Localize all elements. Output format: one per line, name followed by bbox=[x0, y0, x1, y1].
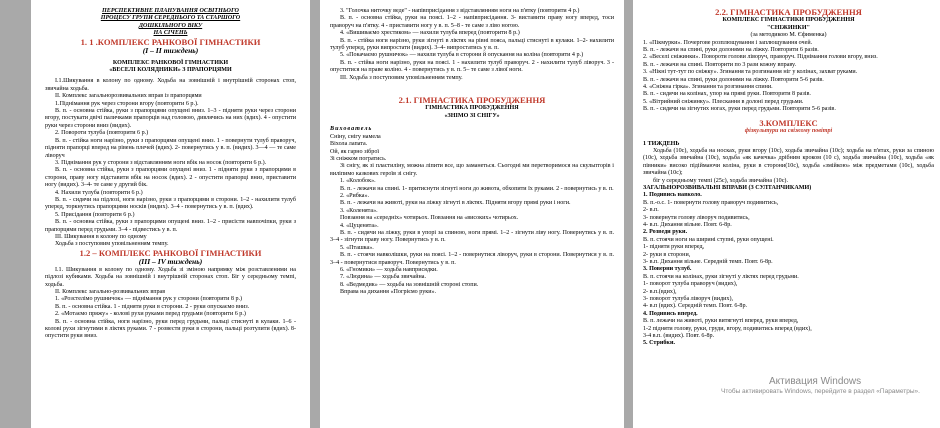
text-line: 1. «Пікмурки». Почергове розплющування і заплющування очей. bbox=[643, 39, 813, 46]
text-line: біг у середньому темпі (25с), ходьба звичайна (10с). bbox=[653, 177, 788, 184]
text-line: Вправа на дихання «Погріємо руки». bbox=[340, 289, 437, 296]
text-line: 6. «Гномики» — ходьба навприсядки. bbox=[340, 267, 438, 273]
wakeup-gym2-title: 2.2. ГІМНАСТИКА ПРОБУДЖЕННЯ bbox=[715, 7, 862, 17]
text-line: 5. «Вітрийний сніжинку». Плескання в долоні перед грудьми. bbox=[643, 98, 804, 105]
text-line: В. п. - основна стійка, руки на поясі. 1–2 - напівприсідання. 3- виставити праву ногу вперед, тоси праворуч на п'ятку. 4 - приставити ногу у в. п. 5–8 - те саме з ліво ногою. bbox=[330, 15, 614, 29]
text-line: В. п. - лежачи на спині. 1- притиснути зігнуті ноги до живота, обхопити їх руками. 2 - повернутись у в. п. bbox=[340, 185, 614, 192]
text-line: І.1. Шикування в колону по одному. Ходьба зі зміною напрямку між розставленими на підлозі кубиками. Ходьба на зовнішній і внутрішній сторонах стоп. Біг у середньому темпі, ходьба. bbox=[45, 266, 296, 288]
text-line: В. п. - лежачи на спині. Повторити по 3 рази кожну вправу. bbox=[643, 61, 796, 68]
text-line: В. п. - основна стійка, руки з прапорцями опущені вниз. 1–2 - присісти навпочіпки, руки з прапорцями перед грудьми. 3–4 - підвестись у в. п. bbox=[45, 219, 296, 233]
text-line: 4- в.п (вдих). Середній темп. Повт. 6-8р. bbox=[643, 303, 748, 310]
text-line: 1. Подивись навколо. bbox=[643, 192, 702, 199]
text-line: В. п. стоячи ноги на ширині ступні, руки опущені. bbox=[643, 236, 774, 243]
text-line: 4. «Сніжна гірка». Згинання та розгинання спини. bbox=[643, 84, 773, 91]
text-line: Ходьба (10с), ходьба на носках, руки вгору (10с), ходьба звичайна (10с); ходьба на п'ятах, руки за спиною (10с), ходьба звичайна (10с), ходьба «як качечка» дрібним кроком (10 с), ходьба звичайна (10с), ходьба «як півники» високо підіймаючи коліна, руки в сторони(10с), ходьба «змійкою» між предметами (10с), ходьба звичайна (10с); bbox=[643, 147, 934, 177]
text-line: 3-4 в.п. (видих). Повт. 6-8р. bbox=[643, 333, 715, 340]
text-line: В. п. - стоячи навколішки, руки на поясі. 1–2 - повернутися ліворуч, руки в сторони. Повернутися у в. п. 3–4 - повернутися праворуч. Повернутись у в. п. bbox=[330, 252, 614, 266]
complex2-weeks: (ІІІ – ІV тиждень) bbox=[138, 257, 203, 267]
text-line: В. п. - основна стійка, руки з прапорцями опущені вниз. 1 - підняти руки з прапорцями в сторони, праву ногу відставити вбік на носок (вдих). 2 - опустити прапорці вниз, приставити ногу (видих). 3–4- те саме у другий бік. bbox=[45, 167, 296, 189]
text-line: 2. «Веселі сніжинки». Повороти голови ліворуч, праворуч. Піднімання голови вгору, вниз. bbox=[643, 54, 878, 61]
text-line: 5. Стрибки. bbox=[643, 340, 675, 347]
wakeup-gym2-author: (за методикою М. Єфименка) bbox=[750, 32, 827, 39]
complex3-subtitle: фізкультури на свіжому повітрі bbox=[744, 128, 833, 135]
text-line: Зі снігу, як зі пластиліну, можна ліпити все, що заманеться. Сьогодні ми перетворимося на скульпторів і виліпимо казкових героїв зі снігу. bbox=[330, 163, 614, 177]
document-page-3 bbox=[633, 0, 940, 428]
text-line: В. п. - стійка ноги нарізно, руки з прапорцями опущені вниз. 1 - повернути тулуб праворуч, підняти прапорці вперед на рівень плечей (вдих). 2- повернутись у в. п. (видих). 3—4 — те саме ліворуч bbox=[45, 137, 296, 159]
outdoor-text bbox=[643, 148, 934, 185]
exercises-list bbox=[643, 192, 934, 348]
windows-activation-watermark bbox=[721, 376, 920, 396]
wakeup-gym-title: 2.1. ГІМНАСТИКА ПРОБУДЖЕННЯ bbox=[398, 95, 546, 106]
text-line: 2- в.п. bbox=[643, 207, 659, 214]
wakeup-gym-subtitle: ГІМНАСТИКА ПРОБУДЖЕННЯ bbox=[425, 105, 519, 112]
text-line: ІІІ. Шикування в колону по одному bbox=[55, 233, 147, 240]
text-line: 2. «Мотаємо пряжу» - колові рухи руками перед грудьми (повторити 6 р.) bbox=[55, 311, 246, 318]
complex2-text bbox=[45, 267, 296, 341]
text-line: В. п. - лежачи на спині, руки долонями на ліжку. Повторити 5-6 разів. bbox=[643, 76, 824, 83]
text-line: В. п. - сидячи на ліжку, руки в упорі за спиною, ноги прямі. 1–2 - зігнути ліву ногу. Повернутись у в. п. 3–4 - зігнути праву ногу. Повернутись у в. п. bbox=[330, 229, 614, 244]
complex1-name: «ВЕСЕЛІ КОЛЯДНИКИ» З ПРАПОРЦЯМИ bbox=[109, 67, 232, 74]
page2-exercise-text bbox=[330, 163, 614, 296]
text-line: 5. «Покачаємо рушничок» — нахили тулуба в сторони й опускання на коліна (повторити 4 р.) bbox=[340, 52, 584, 59]
poem bbox=[330, 134, 614, 164]
week-label: 1 ТИЖДЕНЬ bbox=[643, 140, 680, 147]
heading-line: ПРОЦЕСУ ГРУПИ СЕРЕДНЬОГО ТА СТАРШОГО bbox=[100, 15, 241, 22]
plan-heading bbox=[45, 8, 296, 38]
heading-line: ДОШКІЛЬНОГО ВІКУ bbox=[138, 22, 203, 29]
text-line: 4. Нахили тулуба (повторити 6 р.) bbox=[55, 189, 143, 196]
text-line: В. п. - основна стійка. 1 - підняти руки в сторони. 2 - руки опускаємо вниз. bbox=[55, 303, 250, 310]
complex1-weeks: (І – ІІ тиждень) bbox=[142, 46, 199, 56]
exercises-title: ЗАГАЛЬНОРОЗВИВАЛЬНІ ВПРАВИ (З СУЛТАНЧИКАМИ) bbox=[643, 184, 812, 191]
text-line: 4. Подивись вперед. bbox=[643, 310, 698, 317]
text-line: 4. «Вишиваємо хрестиком» — нахили тулуба вперед (повторити 8 р.) bbox=[340, 30, 520, 37]
text-line: 2. Повороти тулуба (повторити 6 р.) bbox=[55, 130, 149, 137]
text-line: В. п.-о.с. 1- повернути голову праворуч подивитись, bbox=[643, 199, 779, 206]
heading-line: ПЕРСПЕКТИВНЕ ПЛАНУВАННЯ ОСВІТНЬОГО bbox=[102, 8, 239, 14]
text-line: 5. «Пташка». bbox=[340, 244, 374, 251]
text-line: 4. «Цуценята». bbox=[340, 222, 379, 229]
poem-label: Вихователь bbox=[330, 126, 373, 133]
text-line: В. п. - лежачи на спині, руки долонями на ліжку. Повторити 6 разів. bbox=[643, 47, 819, 54]
wakeup-gym2-name: "СНІЖИНКИ" bbox=[767, 24, 810, 31]
text-line: 5. Присідання (повторити 6 р.) bbox=[55, 211, 135, 218]
text-line: В. п. - стійка ноги нарізно, руки на поясі. 1 - нахилити тулуб праворуч. 2 - нахилити тулуб ліворуч. 3 - опуститися на праве коліно. 4 - повернутись у в. п. 5– те саме з лівої ноги. bbox=[330, 59, 614, 74]
text-line: ІІ. Комплекс загальнорозвивальних вправ із прапорцями bbox=[55, 93, 202, 100]
text-line: 1. «Колобок». bbox=[340, 178, 376, 185]
text-line: В. п. - стійка ноги нарізно, руки зігнуті в ліктях на рівні пояса, пальці стиснуті в кулаки. 1–2- нахилити тулуб уперед, руки випростати (видих). 3–4- випростатись у в. п. bbox=[330, 37, 614, 52]
text-line: 1-2 підняти голову, руки, груди, вгору, подивитись вперед (вдих), bbox=[643, 325, 812, 332]
text-line: В. п. - основна стійка, руки з прапорцями опущені вниз. 1–3 - підняти руки через сторони вгору, постукати двічі паличками прапорців над головою, дивлячись на них (вдих). 4 - опустити руки через сторони вниз (видих). bbox=[45, 108, 296, 129]
wakeup-gym2-subtitle: КОМПЛЕКС ГІМНАСТИКИ ПРОБУДЖЕННЯ bbox=[722, 17, 855, 24]
poem-line: Ой, як гарно зіброї bbox=[330, 148, 380, 155]
text-line: 3. Поверни тулуб. bbox=[643, 266, 692, 273]
text-line: В. п. - основна стійка, ноги нарізно, руки перед грудьми, пальці стиснуті в кулаки. 1–6 - колові рухи зігнутими в ліктях руками. 7 - розвести руки в сторони, пальці розтулити (вдих). 8- опустити руки вниз. bbox=[45, 318, 296, 340]
poem-line: Зі сніжком погратись. bbox=[330, 155, 387, 162]
document-page-1 bbox=[31, 0, 310, 428]
complex1-subtitle: КОМПЛЕКС РАНКОВОЇ ГІМНАСТИКИ bbox=[112, 59, 229, 66]
watermark-line2: Чтобы активировать Windows, перейдите в раздел «Параметры». bbox=[721, 388, 920, 395]
text-line: ІІІ. Ходьба з поступовим уповільненням темпу. bbox=[340, 74, 463, 81]
text-line: І.1.Шикування в колону по одному. Ходьба на зовнішній і внутрішній сторонах стоп, звичайна ходьба. bbox=[45, 78, 296, 92]
text-line: 1. «Розстелімо рушничок» — піднімання рук у сторони (повторити 8 р.) bbox=[55, 296, 243, 303]
complex1-title: 1. 1 .КОМПЛЕКС РАНКОВОЇ ГІМНАСТИКИ bbox=[80, 36, 261, 47]
text-line: В. п. лежачи на животі, руки витягнуті вперед, руки вперед, bbox=[643, 318, 799, 325]
poem-line: Сніну, снігу намела bbox=[330, 133, 381, 140]
text-line: 3- в.п. Дихання вільне. Середній темп. Повт. 6-8р. bbox=[643, 259, 773, 265]
wakeup-gym-name: «ЗНІМО ЗІ СНІГУ» bbox=[444, 112, 500, 119]
page2-continuation-text bbox=[330, 8, 614, 82]
text-line: 1- поворот тулуба праворуч (видих), bbox=[643, 281, 738, 288]
poem-line: Віхола лапата. bbox=[330, 141, 368, 148]
text-line: Повзання на «середніх» чотирьох. Повзання на «високих» чотирьох. bbox=[340, 215, 519, 222]
document-page-2 bbox=[320, 0, 624, 428]
text-line: В. п. - лежачи на животі, руки на ліжку зігнуті в ліктях. Підняти вгору прямі руки і ноги. bbox=[340, 200, 571, 207]
text-line: В. п. - сидячи на колінах, упор на прямі руки. Повторити 8 разів. bbox=[643, 91, 811, 98]
text-line: 1.Піднімання рук через сторони вгору (повторити 6 р.). bbox=[55, 100, 199, 107]
text-line: 2- в.п.(вдих), bbox=[643, 288, 677, 295]
text-line: 3. "Голочка ниточку веде" - напівприсідання з відставлянням ноги на п'ятку (повторити 4 р.) bbox=[340, 8, 580, 14]
text-line: 4- в.п. Дихання вільне. Повт. 6-8р. bbox=[643, 221, 732, 228]
text-line: 3. Піднімання рук у сторони з відставлянням ноги вбік на носок (повторити 6 р.). bbox=[55, 159, 267, 166]
text-line: 2. Розведи руки. bbox=[643, 229, 688, 236]
text-line: В. п. - сидячи на зігнутих ногах, руки перед грудьми. Повторити 5-6 разів. bbox=[643, 106, 836, 113]
text-line: 7. «Людина» — ходьба звичайна. bbox=[340, 274, 426, 281]
complex2-title: 1.2 – КОМПЛЕКС РАНКОВОЇ ГІМНАСТИКИ bbox=[79, 247, 262, 258]
heading-line: НА СІЧЕНЬ bbox=[153, 30, 188, 37]
text-line: Ходьба з поступовим уповільненням темпу. bbox=[55, 241, 169, 248]
text-line: В. п. стоячи на колінах, руки зігнуті у ліктях перед грудьми. bbox=[643, 273, 799, 280]
page3-exercise-text bbox=[643, 40, 934, 114]
text-line: 3. «Коленята». bbox=[340, 207, 378, 214]
text-line: ІІ. Комплекс загально-розвивальних вправ bbox=[55, 289, 166, 295]
complex1-text bbox=[45, 78, 296, 248]
text-line: 8. «Ведмедик» — ходьба на зовнішній стороні стопи. bbox=[340, 281, 479, 288]
complex3-title: 3.КОМПЛЕКС bbox=[759, 117, 818, 128]
text-line: 3- поворот тулуба ліворуч (видих), bbox=[643, 296, 734, 303]
text-line: В. п. - сидячи на підлозі, ноги нарізно, руки з прапорцями в сторони. 1–2 - нахилити тулуб уперед, торкнутись прапорцями носків (видих). 3–4 - повернутись у в. п. (вдих). bbox=[45, 196, 296, 211]
text-line: 3- повернути голову ліворуч подивитись, bbox=[643, 214, 750, 221]
text-line: 2. «Рибка». bbox=[340, 192, 370, 199]
watermark-line1: Активация Windows bbox=[769, 376, 862, 387]
text-line: 2- руки в сторони, bbox=[643, 251, 691, 258]
text-line: 1- підняти руки вперед, bbox=[643, 244, 705, 251]
text-line: 3. «Нікні тут-тут по сніжку». Згинання та розгинання ніг у колінах, захват руками. bbox=[643, 69, 858, 76]
